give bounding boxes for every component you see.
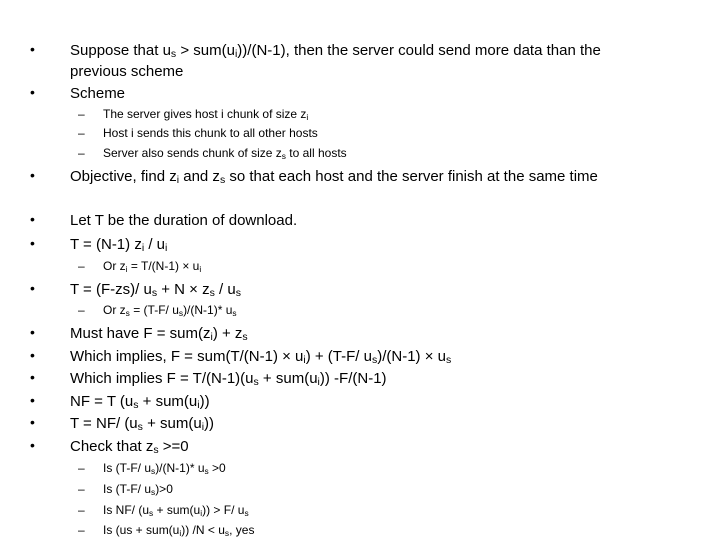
sub-bullet-text xyxy=(103,145,347,162)
text-run: )>0 xyxy=(155,482,173,496)
dash-marker: – xyxy=(78,482,85,496)
subscript: s xyxy=(133,399,139,411)
bullet-text xyxy=(70,211,297,231)
subscript: i xyxy=(317,376,320,388)
sub-bullet-text xyxy=(103,106,308,123)
text-run: + sum(u xyxy=(153,503,201,517)
text-run: )) -F/(N-1) xyxy=(319,370,387,387)
bullet-marker: • xyxy=(30,211,35,227)
text-run: T = (N-1) z xyxy=(70,236,142,253)
sub-bullet-text xyxy=(103,258,201,275)
text-run: T = (F-zs)/ u xyxy=(70,281,152,298)
text-run: Must have F = sum(z xyxy=(70,325,211,342)
text-run: and z xyxy=(179,168,220,185)
dash-marker: – xyxy=(78,303,85,317)
sub-bullet-text xyxy=(103,125,318,142)
text-run: )) /N < u xyxy=(181,523,225,537)
subscript: s xyxy=(224,528,230,538)
bullet-marker: • xyxy=(30,437,35,453)
subscript: s xyxy=(219,174,226,186)
text-run: Which implies F = T/(N-1)(u xyxy=(70,370,254,387)
text-run: Objective, find z xyxy=(70,168,177,185)
text-run: + sum(u xyxy=(142,415,202,432)
sub-bullet-text xyxy=(103,502,249,519)
text-run: ) + (T-F/ u xyxy=(305,348,372,365)
subscript: i xyxy=(234,48,238,60)
text-run: + sum(u xyxy=(138,393,198,410)
dash-marker: – xyxy=(78,146,85,160)
text-run: )) > F/ u xyxy=(202,503,245,517)
text-run: )/(N-1) × u xyxy=(377,348,446,365)
bullet-text xyxy=(70,280,241,300)
subscript: s xyxy=(153,444,159,456)
text-run: )/(N-1)* u xyxy=(183,303,233,317)
subscript: s xyxy=(151,287,158,299)
subscript: s xyxy=(446,354,452,366)
bullet-text xyxy=(70,235,167,255)
subscript: i xyxy=(210,331,213,343)
subscript: s xyxy=(170,48,177,60)
bullet-text xyxy=(70,62,183,82)
subscript: i xyxy=(179,528,182,538)
text-run: Is (T-F/ u xyxy=(103,482,151,496)
text-run: previous scheme xyxy=(70,63,184,80)
text-run: Host i sends this chunk to all other hosts xyxy=(103,126,318,140)
text-run: ) + z xyxy=(212,325,243,342)
text-run: Is (us + sum(u xyxy=(103,523,180,537)
subscript: s xyxy=(253,376,259,388)
subscript: s xyxy=(232,308,237,318)
text-run: Is NF/ (u xyxy=(103,503,150,517)
bullet-marker: • xyxy=(30,167,35,183)
sub-bullet-text xyxy=(103,302,237,319)
text-run: so that each host and the server finish at the same time xyxy=(225,168,598,185)
text-run: Let T be the duration of download. xyxy=(70,212,298,229)
subscript: s xyxy=(149,508,154,518)
text-run: ))/(N-1), then the server could send more data than the xyxy=(237,42,601,59)
bullet-text xyxy=(70,369,387,389)
dash-marker: – xyxy=(78,503,85,517)
bullet-marker: • xyxy=(30,347,35,363)
text-run: , yes xyxy=(229,523,255,537)
text-run: = (T-F/ u xyxy=(129,303,179,317)
text-run: The server gives host i chunk of size z xyxy=(103,107,307,121)
text-run: >=0 xyxy=(158,438,189,455)
bullet-marker: • xyxy=(30,324,35,340)
text-run: + sum(u xyxy=(258,370,318,387)
text-run: Or z xyxy=(103,259,126,273)
subscript: i xyxy=(125,264,128,274)
subscript: i xyxy=(176,174,180,186)
bullet-text xyxy=(70,167,598,187)
subscript: s xyxy=(242,331,248,343)
subscript: i xyxy=(201,421,205,433)
text-run: / u xyxy=(144,236,166,253)
dash-marker: – xyxy=(78,107,85,121)
bullet-marker: • xyxy=(30,414,35,430)
subscript: i xyxy=(306,112,309,122)
text-run: NF = T (u xyxy=(70,393,134,410)
sub-bullet-text xyxy=(103,481,173,498)
sub-bullet-text xyxy=(103,460,226,477)
subscript: s xyxy=(137,421,143,433)
text-run: Or z xyxy=(103,303,126,317)
bullet-marker: • xyxy=(30,280,35,296)
text-run: = T/(N-1) × u xyxy=(127,259,200,273)
text-run: Server also sends chunk of size z xyxy=(103,146,282,160)
bullet-text xyxy=(70,437,189,457)
bullet-marker: • xyxy=(30,369,35,385)
subscript: i xyxy=(197,399,200,411)
bullet-marker: • xyxy=(30,235,35,251)
subscript: s xyxy=(125,308,130,318)
bullet-text xyxy=(70,41,601,61)
subscript: i xyxy=(200,508,203,518)
text-run: / u xyxy=(214,281,236,298)
text-run: > sum(u xyxy=(176,42,235,59)
dash-marker: – xyxy=(78,126,85,140)
subscript: i xyxy=(141,242,145,254)
subscript: s xyxy=(209,287,215,299)
text-run: >0 xyxy=(208,461,226,475)
bullet-text xyxy=(70,324,248,344)
text-run: )/(N-1)* u xyxy=(155,461,205,475)
sub-bullet-text xyxy=(103,522,254,539)
dash-marker: – xyxy=(78,461,85,475)
text-run: Is (T-F/ u xyxy=(103,461,151,475)
subscript: i xyxy=(199,264,202,274)
subscript: s xyxy=(178,308,184,318)
bullet-marker: • xyxy=(30,392,35,408)
bullet-text xyxy=(70,392,210,412)
subscript: s xyxy=(235,287,241,299)
bullet-marker: • xyxy=(30,84,35,100)
bullet-text xyxy=(70,414,214,434)
subscript: s xyxy=(151,466,156,476)
text-run: Scheme xyxy=(70,85,126,102)
subscript: s xyxy=(281,151,286,161)
subscript: i xyxy=(165,242,168,254)
subscript: s xyxy=(371,354,378,366)
bullet-text xyxy=(70,347,451,367)
subscript: s xyxy=(151,487,156,497)
text-run: to all hosts xyxy=(285,146,347,160)
text-run: + N × z xyxy=(157,281,210,298)
bullet-marker: • xyxy=(30,41,35,57)
dash-marker: – xyxy=(78,523,85,537)
subscript: i xyxy=(303,354,306,366)
text-run: Suppose that u xyxy=(70,42,171,59)
text-run: Which implies, F = sum(T/(N-1) × u xyxy=(70,348,304,365)
text-run: T = NF/ (u xyxy=(70,415,138,432)
text-run: )) xyxy=(199,393,210,410)
text-run: Check that z xyxy=(70,438,154,455)
text-run: )) xyxy=(204,415,215,432)
subscript: s xyxy=(204,466,209,476)
subscript: s xyxy=(244,508,249,518)
bullet-text xyxy=(70,84,125,104)
dash-marker: – xyxy=(78,259,85,273)
